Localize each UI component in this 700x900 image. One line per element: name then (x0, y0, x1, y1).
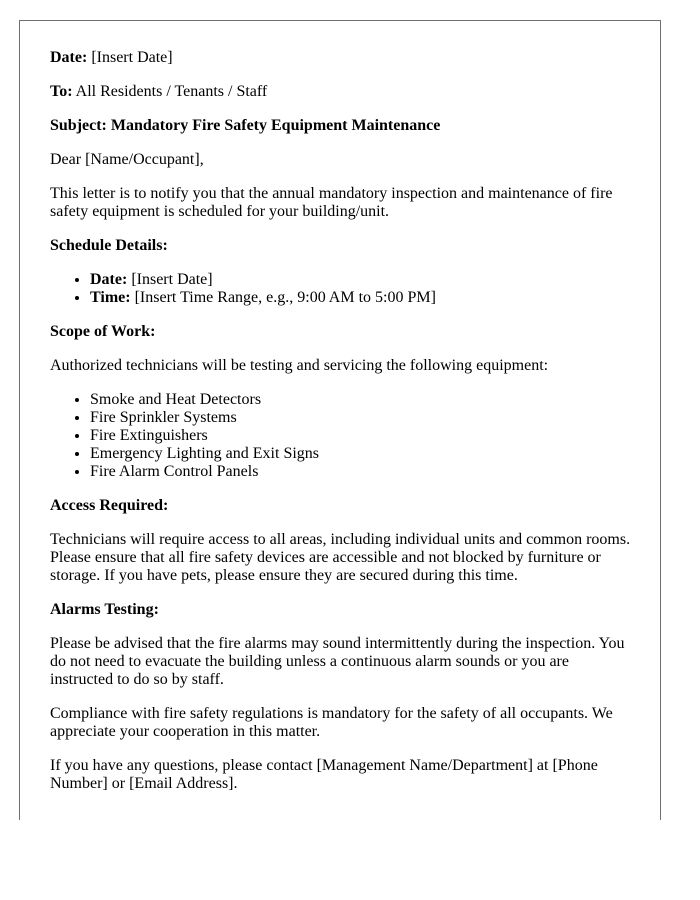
to-label: To: (50, 83, 73, 100)
list-item: • Fire Sprinkler Systems (90, 409, 636, 427)
to-line (50, 83, 636, 101)
subject-label: Subject: (50, 117, 107, 134)
contact-paragraph: If you have any questions, please contact [Management Name/Department] at [Phone Number] or [Email Address]. (50, 757, 598, 792)
list-item: • Fire Extinguishers (90, 427, 636, 445)
schedule-item-date (90, 271, 636, 289)
alarms-heading: Alarms Testing: (50, 601, 159, 618)
access-paragraph: Technicians will require access to all areas, including individual units and common rooms. Please ensure that all fire safety devices are accessible and not blocked by furniture or storage. If you have pets, please ensure they are secured during this time. (50, 531, 631, 584)
schedule-heading: Schedule Details: (50, 237, 168, 254)
letter-page (19, 20, 661, 820)
intro-paragraph: This letter is to notify you that the annual mandatory inspection and maintenance of fire safety equipment is scheduled for your building/unit. (50, 185, 613, 220)
date-line (50, 49, 636, 67)
date-value: [Insert Date] (87, 49, 173, 66)
schedule-item-time (90, 289, 636, 307)
alarms-paragraph: Please be advised that the fire alarms may sound intermittently during the inspection. You do not need to evacuate the building unless a continuous alarm sounds or you are instructed to do so by staff. (50, 635, 625, 688)
list-item: • Fire Alarm Control Panels (90, 463, 636, 481)
schedule-item-value: [Insert Time Range, e.g., 9:00 AM to 5:00 PM] (130, 289, 436, 306)
schedule-item-label: Date: (90, 271, 128, 288)
compliance-paragraph: Compliance with fire safety regulations is mandatory for the safety of all occupants. We appreciate your cooperation in this matter. (50, 705, 613, 740)
list-item: • Smoke and Heat Detectors (90, 391, 636, 409)
scope-heading: Scope of Work: (50, 323, 156, 340)
subject-line (50, 117, 636, 135)
scope-intro: Authorized technicians will be testing and servicing the following equipment: (50, 357, 549, 374)
schedule-list (50, 271, 636, 307)
schedule-item-label: Time: (90, 289, 131, 306)
schedule-item-value: [Insert Date] (127, 271, 213, 288)
subject-value: Mandatory Fire Safety Equipment Maintenance (106, 117, 441, 134)
date-label: Date: (50, 49, 88, 66)
letter-content (50, 49, 636, 809)
access-heading: Access Required: (50, 497, 169, 514)
to-value: All Residents / Tenants / Staff (72, 83, 268, 100)
list-item: • Emergency Lighting and Exit Signs (90, 445, 636, 463)
equipment-list (50, 391, 636, 481)
salutation: Dear [Name/Occupant], (50, 151, 204, 168)
